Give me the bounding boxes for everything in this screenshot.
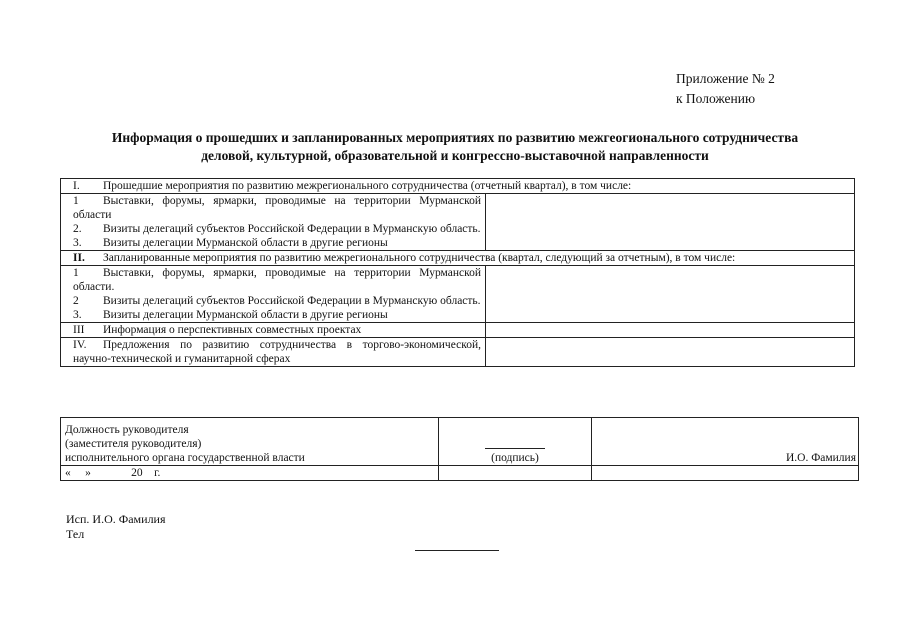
document-title xyxy=(60,129,850,165)
position-line-3: исполнительного органа государственной власти xyxy=(65,452,305,464)
position-line-1: Должность руководителя xyxy=(65,424,189,436)
section-2-header-row xyxy=(61,251,855,266)
date-cell[interactable]: « » 20 г. xyxy=(61,466,439,481)
title-line-1: Информация о прошедших и запланированных мероприятиях по развитию межгеогионального сотрудничества xyxy=(111,130,799,145)
item-text: Визиты делегаций субъектов Российской Федерации в Мурманскую область. xyxy=(103,223,481,235)
date-empty-cell-2 xyxy=(592,466,859,481)
signature-cell[interactable] xyxy=(439,418,592,466)
section-1-item-2 xyxy=(73,222,481,236)
item-number: 3. xyxy=(73,309,82,321)
item-text: Визиты делегации Мурманской области в другие регионы xyxy=(103,237,388,249)
appendix-header xyxy=(676,69,775,109)
item-text: Визиты делегаций субъектов Российской Федерации в Мурманскую область. xyxy=(103,295,481,307)
item-text: Выставки, форумы, ярмарки, проводимые на территории Мурманской области xyxy=(73,195,481,221)
section-3-title: Информация о перспективных совместных проектах xyxy=(103,324,362,336)
name-cell xyxy=(592,418,859,466)
section-4-row xyxy=(61,338,855,367)
section-1-title: Прошедшие мероприятия по развитию межрегионального сотрудничества (отчетный квартал), в том числе: xyxy=(103,180,632,192)
section-4-number: IV. xyxy=(73,339,87,351)
section-1-items xyxy=(61,194,486,251)
item-number: 1 xyxy=(73,195,79,207)
section-4-label xyxy=(61,338,486,367)
position-line-2: (заместителя руководителя) xyxy=(65,438,202,450)
executor-info xyxy=(66,512,166,542)
item-number: 3. xyxy=(73,237,82,249)
signer-name: И.О. Фамилия xyxy=(785,452,856,464)
item-number: 2. xyxy=(73,223,82,235)
section-1-items-row xyxy=(61,194,855,251)
signature-label: (подпись) xyxy=(491,452,539,464)
section-1-number: I. xyxy=(73,180,80,192)
section-2-items xyxy=(61,266,486,323)
title-line-2: деловой, культурной, образовательной и конгрессно-выставочной направленности xyxy=(201,148,709,163)
section-3-label xyxy=(61,323,486,338)
item-text: Выставки, форумы, ярмарки, проводимые на территории Мурманской области. xyxy=(73,267,481,293)
section-2-number: II. xyxy=(73,252,85,264)
position-cell xyxy=(61,418,439,466)
section-2-title: Запланированные мероприятия по развитию межрегионального сотрудничества (квартал, следующий за отчетным), в том числе: xyxy=(103,252,736,264)
executor-phone: Тел xyxy=(66,527,85,541)
section-3-answer-cell[interactable] xyxy=(486,323,855,338)
executor-name: Исп. И.О. Фамилия xyxy=(66,512,166,526)
item-number: 2 xyxy=(73,295,79,307)
section-1-header xyxy=(61,179,855,194)
date-empty-cell-1 xyxy=(439,466,592,481)
item-number: 1 xyxy=(73,267,79,279)
section-4-answer-cell[interactable] xyxy=(486,338,855,367)
section-2-items-row xyxy=(61,266,855,323)
section-4-title: Предложения по развитию сотрудничества в торгово-экономической, научно-технической и гуманитарной сферах xyxy=(73,339,481,365)
section-2-answer-cell[interactable] xyxy=(486,266,855,323)
item-text: Визиты делегации Мурманской области в другие регионы xyxy=(103,309,388,321)
section-2-item-3 xyxy=(73,308,481,322)
section-1-header-row xyxy=(61,179,855,194)
section-1-item-3 xyxy=(73,236,481,250)
footer-divider xyxy=(415,550,499,551)
signature-table xyxy=(60,417,859,481)
section-1-answer-cell[interactable] xyxy=(486,194,855,251)
section-2-item-1 xyxy=(73,266,481,294)
activities-table xyxy=(60,178,855,367)
signature-line xyxy=(485,448,545,449)
appendix-reference: к Положению xyxy=(676,91,756,106)
section-2-header xyxy=(61,251,855,266)
section-2-item-2 xyxy=(73,294,481,308)
section-3-number: III xyxy=(73,324,85,336)
section-1-item-1 xyxy=(73,194,481,222)
signature-row xyxy=(61,418,859,466)
section-3-row xyxy=(61,323,855,338)
appendix-number: Приложение № 2 xyxy=(676,71,775,86)
date-row xyxy=(61,466,859,481)
